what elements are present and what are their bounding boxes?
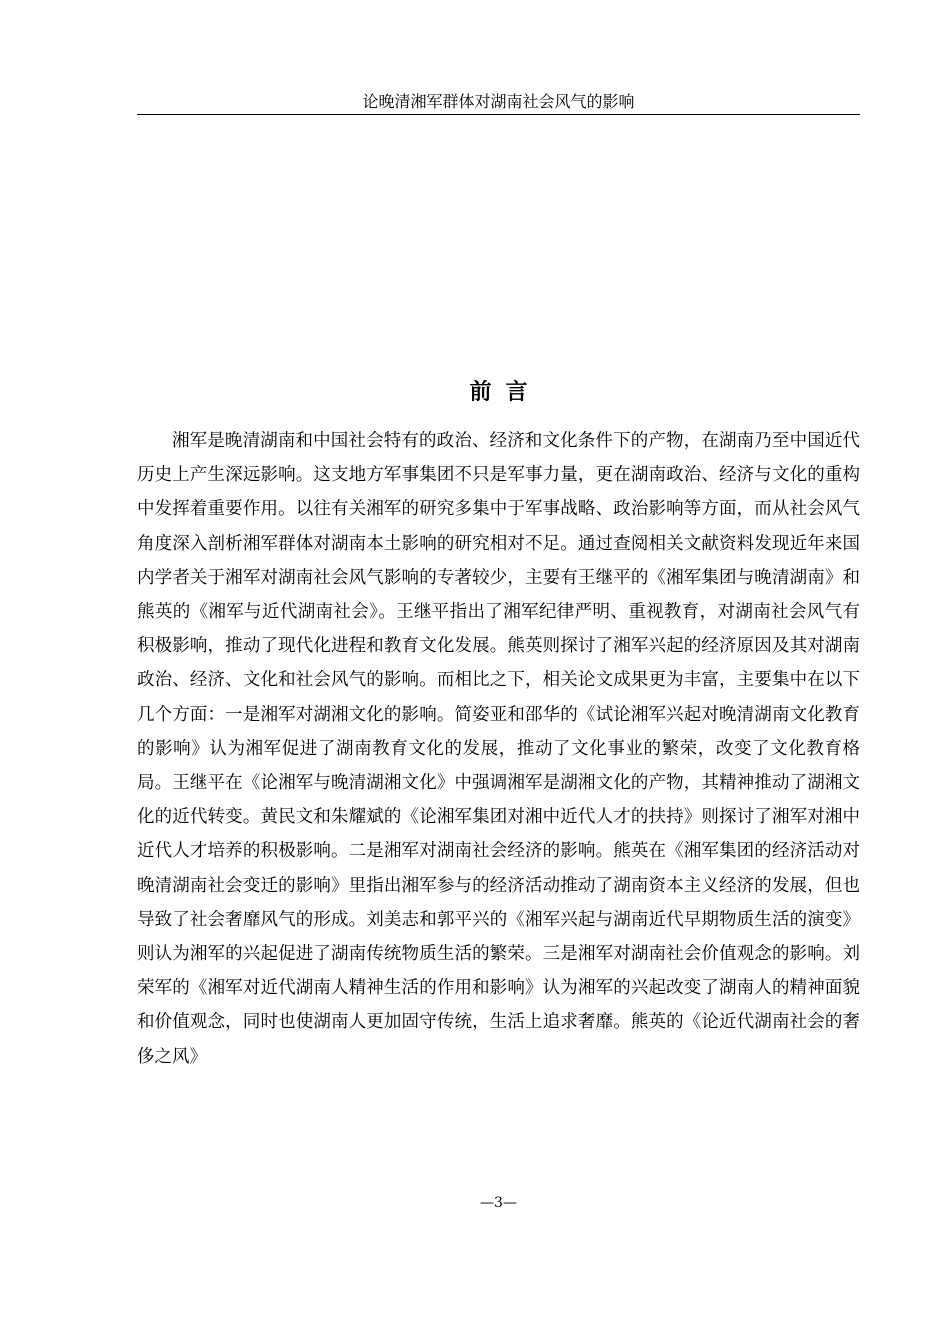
page-number: —3—	[480, 1195, 517, 1211]
paragraph: 湘军是晚清湖南和中国社会特有的政治、经济和文化条件下的产物，在湖南乃至中国近代历史上产生深远影响。这支地方军事集团不只是军事力量，更在湖南政治、经济与文化的重构中发挥着重要作用。以往有关湘军的研究多集中于军事战略、政治影响等方面，而从社会风气角度深入剖析湘军群体对湖南本土影响的研究相对不足。通过查阅相关文献资料发现近年来国内学者关于湘军对湖南社会风气影响的专著较少，主要有王继平的《湘军集团与晚清湖南》和熊英的《湘军与近代湖南社会》。王继平指出了湘军纪律严明、重视教育，对湖南社会风气有积极影响，推动了现代化进程和教育文化发展。熊英则探讨了湘军兴起的经济原因及其对湖南政治、经济、文化和社会风气的影响。而相比之下，相关论文成果更为丰富，主要集中在以下几个方面：一是湘军对湖湘文化的影响。简姿亚和邵华的《试论湘军兴起对晚清湖南文化教育的影响》认为湘军促进了湖南教育文化的发展，推动了文化事业的繁荣，改变了文化教育格局。王继平在《论湘军与晚清湖湘文化》中强调湘军是湖湘文化的产物，其精神推动了湖湘文化的近代转变。黄民文和朱耀斌的《论湘军集团对湘中近代人才的扶持》则探讨了湘军对湘中近代人才培养的积极影响。二是湘军对湖南社会经济的影响。熊英在《湘军集团的经济活动对晚清湖南社会变迁的影响》里指出湘军参与的经济活动推动了湖南资本主义经济的发展，但也导致了社会奢靡风气的形成。刘美志和郭平兴的《湘军兴起与湖南近代早期物质生活的演变》则认为湘军的兴起促进了湖南传统物质生活的繁荣。三是湘军对湖南社会价值观念的影响。刘荣军的《湘军对近代湖南人精神生活的作用和影响》认为湘军的兴起改变了湖南人的精神面貌和价值观念，同时也使湖南人更加固守传统，生活上追求奢靡。熊英的《论近代湖南社会的奢侈之风》	[137, 431, 860, 1067]
body-text	[137, 424, 860, 1074]
header-divider	[137, 114, 860, 115]
running-header: 论晚清湘军群体对湖南社会风气的影响	[362, 92, 635, 111]
section-title: 前言	[469, 380, 542, 405]
